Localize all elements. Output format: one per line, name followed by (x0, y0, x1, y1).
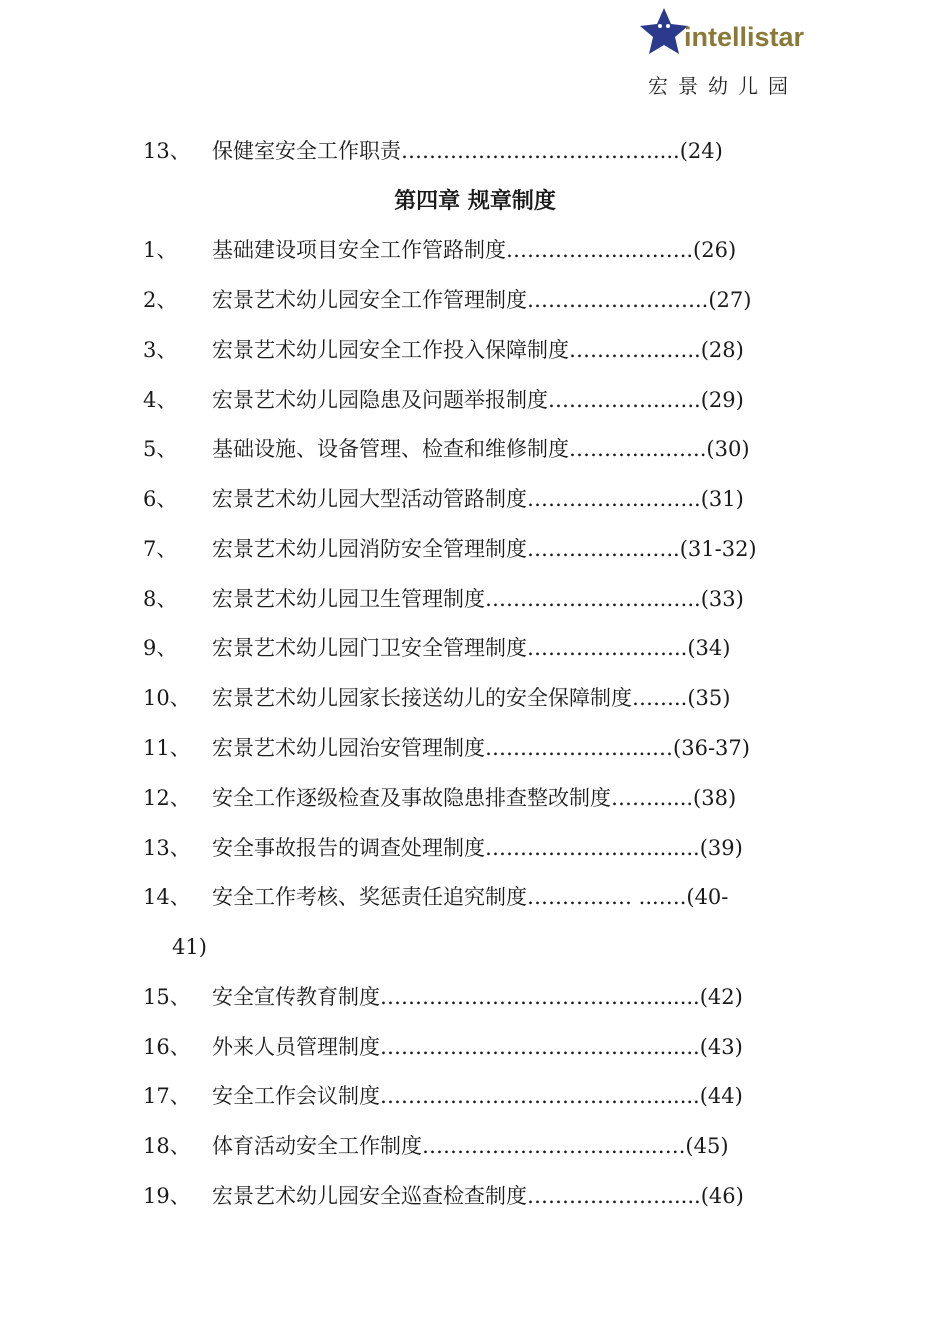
chapter-title: 第四章 规章制度 (394, 188, 556, 214)
star-icon (640, 8, 688, 54)
toc-item-text: 安全宣传教育制度………………………………….......(42) (212, 985, 743, 1009)
toc-item-text: 宏景艺术幼儿园消防安全管理制度……………..…..(31-32) (212, 537, 757, 561)
toc-item-text: 体育活动安全工作制度……………………….......….(45) (212, 1134, 729, 1158)
toc-item-text: 宏景艺术幼儿园门卫安全管理制度…………………..(34) (212, 636, 731, 660)
toc-item-number: 7、 (143, 537, 178, 561)
toc-item-number: 12、 (143, 786, 191, 810)
toc-item-number: 17、 (143, 1084, 191, 1108)
toc-item-text: 宏景艺术幼儿园安全工作管理制度……………………..(27) (212, 288, 752, 312)
toc-item-number: 4、 (143, 388, 178, 412)
toc-item-text: 宏景艺术幼儿园安全工作投入保障制度…………..…..(28) (212, 338, 744, 362)
toc-item-number: 13、 (143, 836, 191, 860)
toc-item-number: 16、 (143, 1035, 191, 1059)
toc-item-text: 宏景艺术幼儿园治安管理制度…………………...…(36-37) (212, 736, 750, 760)
toc-item-number: 14、 (143, 885, 191, 909)
toc-item-number: 10、 (143, 686, 191, 710)
toc-item-text: 宏景艺术幼儿园安全巡查检查制度…………………....(46) (212, 1184, 744, 1208)
toc-item-number: 3、 (143, 338, 178, 362)
toc-item-text: 宏景艺术幼儿园大型活动管路制度……………..……..(31) (212, 487, 744, 511)
org-name: 宏景幼儿园 (648, 74, 798, 98)
toc-item-number: 13、 (143, 139, 191, 163)
toc-item-number: 18、 (143, 1134, 191, 1158)
toc-item-number: 8、 (143, 587, 178, 611)
toc-item-text: 安全工作会议制度………………………………….......(44) (212, 1084, 743, 1108)
toc-item-number: 19、 (143, 1184, 191, 1208)
toc-item-number: 9、 (143, 636, 178, 660)
toc-item-text: 宏景艺术幼儿园卫生管理制度……………………..…..(33) (212, 587, 744, 611)
toc-item-text: 保健室安全工作职责………………………………....(24) (212, 139, 723, 163)
toc-item-text: 宏景艺术幼儿园家长接送幼儿的安全保障制度……..(35) (212, 686, 731, 710)
toc-item-number: 5、 (143, 437, 178, 461)
intellistar-logo (640, 6, 825, 66)
toc-item-text: 基础建设项目安全工作管路制度……………....……..(26) (212, 238, 737, 262)
toc-item-number: 1、 (143, 238, 178, 262)
toc-item-number: 11、 (143, 736, 191, 760)
toc-item-text: 基础设施、设备管理、检查和维修制度………......…..(30) (212, 437, 750, 461)
toc-item-wrap: 41) (172, 935, 207, 959)
toc-item-text: 安全工作考核、奖惩责任追究制度…………… ...….(40- (212, 885, 729, 909)
toc-item-text: 外来人员管理制度………………………………….......(43) (212, 1035, 743, 1059)
toc-item-text: 安全事故报告的调查处理制度…………………….......(39) (212, 836, 743, 860)
toc-item-text: 宏景艺术幼儿园隐患及问题举报制度……………..…..(29) (212, 388, 744, 412)
toc-item-number: 2、 (143, 288, 178, 312)
toc-item-text: 安全工作逐级检查及事故隐患排查整改制度……......(38) (212, 786, 737, 810)
toc-item-number: 6、 (143, 487, 178, 511)
logo-text: intellistar (684, 22, 805, 52)
toc-item-number: 15、 (143, 985, 191, 1009)
